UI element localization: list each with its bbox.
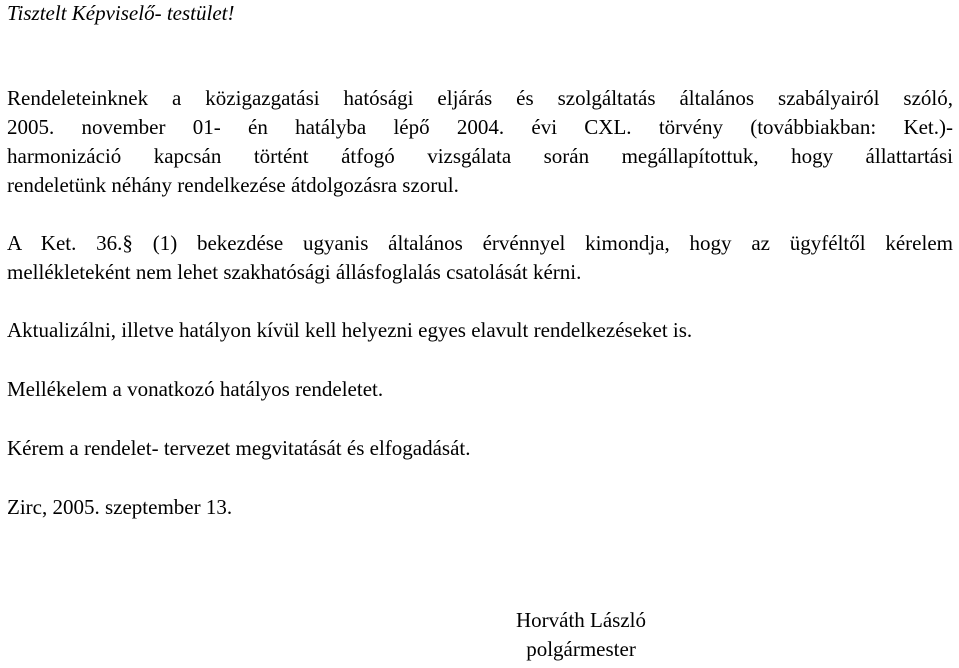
signatory-title: polgármester bbox=[526, 637, 636, 661]
attachment-sentence: Mellékelem a vonatkozó hatályos rendeletet. bbox=[7, 377, 384, 401]
request-sentence: Kérem a rendelet- tervezet megvitatását és elfogadását. bbox=[7, 436, 471, 460]
signatory-name: Horváth László bbox=[515, 608, 647, 632]
intro-line: harmonizáció kapcsán történt átfogó vizsgálata során megállapítottuk, hogy állattartási bbox=[7, 144, 953, 168]
ket-line: A Ket. 36.§ (1) bekezdése ugyanis általános érvénnyel kimondja, hogy az ügyféltől kérelem bbox=[7, 231, 953, 255]
intro-line: rendeletünk néhány rendelkezése átdolgozásra szorul. bbox=[7, 173, 459, 197]
greeting: Tisztelt Képviselő- testület! bbox=[7, 1, 235, 25]
update-sentence: Aktualizálni, illetve hatályon kívül kell helyezni egyes elavult rendelkezéseket is. bbox=[7, 318, 693, 342]
intro-line: Rendeleteinknek a közigazgatási hatósági eljárás és szolgáltatás általános szabályairól szóló, bbox=[7, 86, 953, 110]
place-date: Zirc, 2005. szeptember 13. bbox=[7, 495, 233, 519]
ket-paragraph bbox=[7, 229, 953, 287]
intro-paragraph bbox=[7, 84, 953, 200]
intro-line: 2005. november 01- én hatályba lépő 2004. évi CXL. törvény (továbbiakban: Ket.)- bbox=[7, 115, 953, 139]
ket-line: mellékleteként nem lehet szakhatósági állásfoglalás csatolását kérni. bbox=[7, 260, 582, 284]
signature-block bbox=[471, 606, 691, 664]
